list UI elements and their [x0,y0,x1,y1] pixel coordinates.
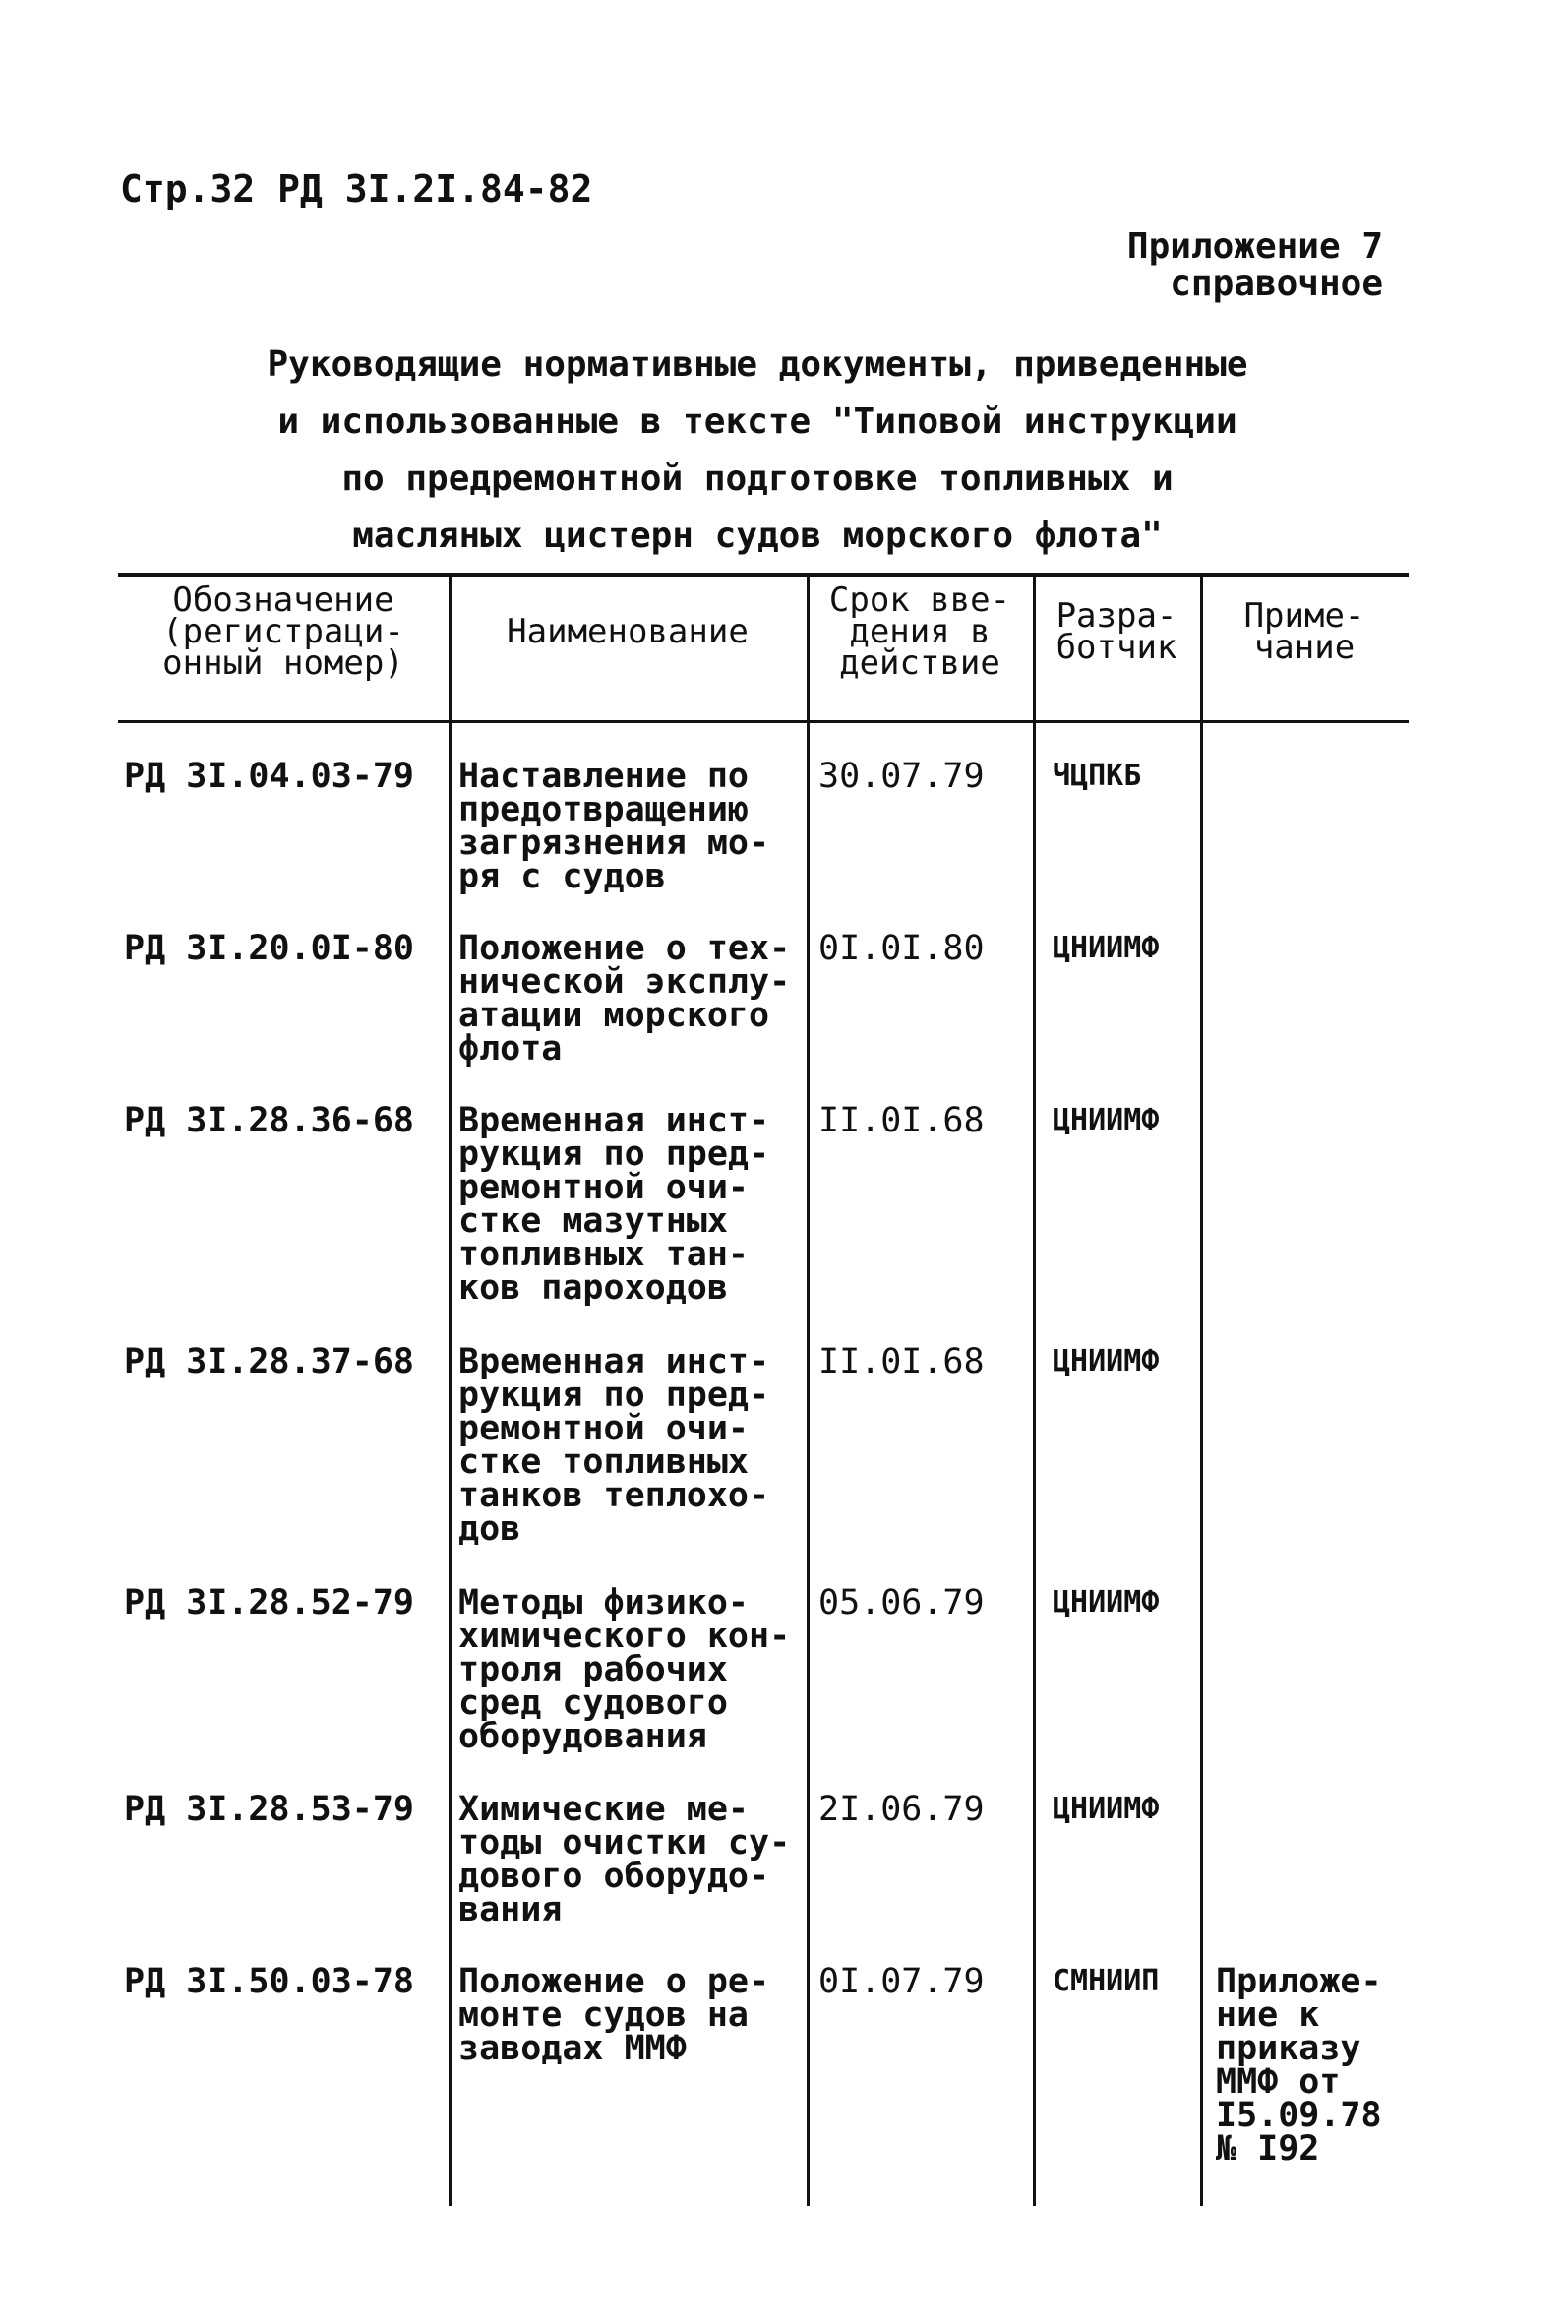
row-name: Методы физико- химического кон- троля рабочих сред судового оборудования [458,1583,791,1756]
header-effective-date: Срок вве- дения в действие [828,581,1011,683]
appendix-number: Приложение 7 [1126,226,1383,267]
header-developer: Разра- ботчик [1055,596,1177,667]
row-date: 30.07.79 [818,757,985,796]
row-code: РД 3I.20.0I-80 [124,929,415,968]
title-line: и использованные в тексте "Типовой инструкции [277,401,1237,442]
row-code: РД 3I.28.53-79 [124,1790,415,1829]
row-name: Положение о ре- монте судов на заводах ММФ [458,1962,770,2068]
header-designation: Обозначение (регистраци- онный номер) [162,581,404,683]
row-code: РД 3I.04.03-79 [124,757,415,796]
row-developer: ЧЦПКБ [1053,759,1142,793]
row-code: РД 3I.28.37-68 [124,1342,415,1381]
row-name: Наставление по предотвращению загрязнения мо- ря с судов [458,757,770,896]
page-header: Стр.32 РД 3I.2I.84-82 [120,167,593,211]
column-divider [807,573,810,2206]
row-date: 2I.06.79 [818,1790,985,1829]
row-developer: ЦНИИМФ [1053,1103,1160,1137]
document-title [197,336,1318,565]
title-line: по предремонтной подготовке топливных и [341,459,1174,499]
row-developer: ЦНИИМФ [1053,1344,1160,1378]
header-note: Приме- чание [1243,596,1365,667]
column-divider [1200,573,1203,2206]
row-developer: ЦНИИМФ [1053,931,1160,965]
row-name: Химические ме- тоды очистки су- дового оборудо- вания [458,1790,791,1929]
row-code: РД 3I.28.36-68 [124,1101,415,1140]
column-divider [449,573,452,2206]
row-developer: СМНИИП [1053,1964,1160,1998]
header-name: Наименование [507,612,749,651]
table-header-rule [118,720,1409,723]
row-date: II.0I.68 [818,1342,985,1381]
title-line: масляных цистерн судов морского флота" [352,516,1163,556]
row-name: Временная инст- рукция по пред- ремонтной очи- стке топливных танков теплохо- дов [458,1342,770,1549]
row-name: Временная инст- рукция по пред- ремонтной очи- стке мазутных топливных тан- ков пароходов [458,1101,770,1308]
row-developer: ЦНИИМФ [1053,1585,1160,1620]
appendix-label [1127,228,1383,303]
row-date: 05.06.79 [818,1583,985,1622]
row-date: II.0I.68 [818,1101,985,1140]
row-date: 0I.07.79 [818,1962,985,2001]
title-line: Руководящие нормативные документы, приведенные [267,344,1248,385]
row-developer: ЦНИИМФ [1053,1792,1160,1826]
appendix-type: справочное [1170,264,1383,304]
row-name: Положение о тех- нической эксплу- атации морского флота [458,929,791,1069]
row-code: РД 3I.50.03-78 [124,1962,415,2001]
column-divider [1033,573,1036,2206]
documents-table [118,573,1409,2206]
table-top-rule [118,573,1409,577]
row-note: Приложе- ние к приказу ММФ от I5.09.78 № I92 [1216,1962,1382,2169]
row-date: 0I.0I.80 [818,929,985,968]
row-code: РД 3I.28.52-79 [124,1583,415,1622]
